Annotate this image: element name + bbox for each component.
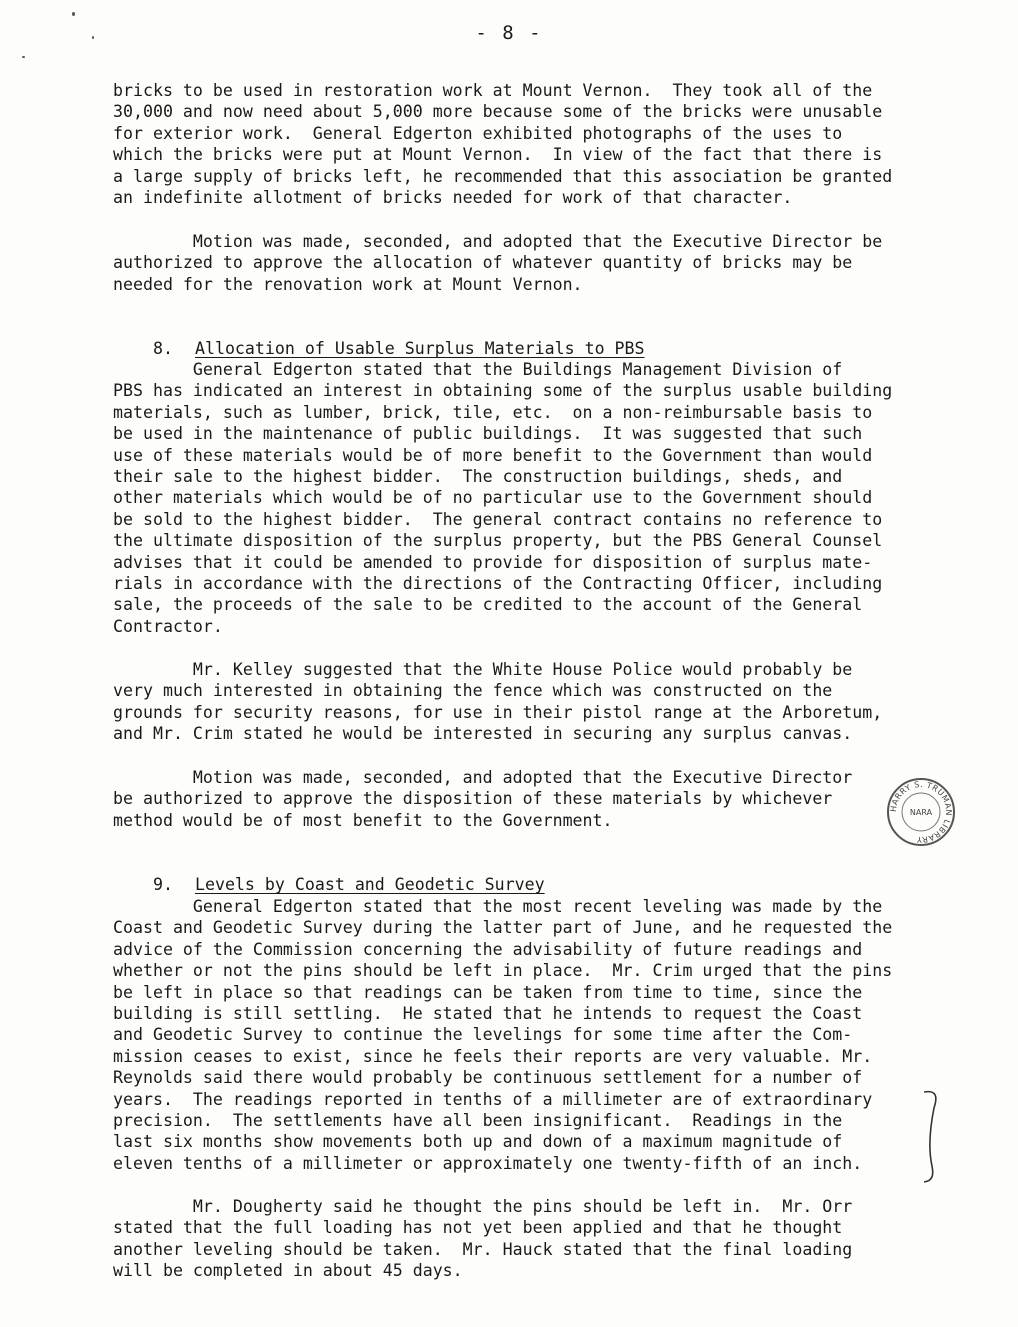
page-number: - 8 - — [475, 22, 543, 44]
section-number: 9. — [152, 875, 173, 895]
seal-text: HARRY S. TRUMAN LIBRARY — [888, 779, 954, 845]
paragraph-surplus-materials: General Edgerton stated that the Buildings Management Division of PBS has indicated an interest in obtaining some of the surplus usable building materials, such as lumber, brick, tile, etc. on a non-reimbursable basis to be used in the maintenance of public buildings. It was suggested that such use of these materials would be of more benefit to the Government than would their sale to the highest bidder. The construction buildings, sheds, and other materials which would be of no particular use to the Government should be sold to the highest bidder. The general contract contains no reference to the ultimate disposition of the surplus property, but the PBS General Counsel advises that it could be amended to provide for disposition of surplus mate- rials in accordance with the directions of the Contracting Officer, including sale, the proceeds of the sale to be credited to the account of the General Contractor. — [113, 360, 893, 636]
scan-speck — [22, 56, 25, 58]
section-title: Allocation of Usable Surplus Materials to PBS — [194, 339, 645, 359]
scan-speck — [72, 12, 75, 16]
section-title: Levels by Coast and Geodetic Survey — [194, 875, 545, 895]
scan-speck — [92, 36, 94, 39]
section-number: 8. — [152, 339, 173, 359]
paragraph-white-house-police: Mr. Kelley suggested that the White House Police would probably be very much interested in obtaining the fence which was constructed on the grounds for security reasons, for use in their pistol range at the Arboretum, and Mr. Crim stated he would be interested in securing any surplus canvas. — [113, 660, 883, 744]
library-seal-stamp — [885, 776, 957, 848]
paragraph-motion-bricks: Motion was made, seconded, and adopted that the Executive Director be authorized to approve the allocation of whatever quantity of bricks may be needed for the renovation work at Mount Vernon. — [113, 232, 883, 294]
seal-center-text: NARA — [909, 808, 933, 817]
margin-bracket-mark — [922, 1088, 944, 1184]
paragraph-leveling: General Edgerton stated that the most recent leveling was made by the Coast and Geodetic Survey during the latter part of June, and he requested the advice of the Commission concerning the advisability of future readings and whether or not the pins should be left in place. Mr. Crim urged that the pins be left in place so that readings can be taken from time to time, since the building is still settling. He stated that he intends to request the Coast and Geodetic Survey to continue the levelings for some time after the Com- mission ceases to exist, since he feels their reports are very valuable. Mr. Reynolds said there would probably be continuous settlement for a number of years. The readings reported in tenths of a millimeter are of extraordinary precision. The settlements have all been insignificant. Readings in the last six months show movements both up and down of a maximum magnitude of eleven tenths of a millimeter or approximately one twenty-fifth of an inch. — [113, 897, 893, 1173]
paragraph-motion-disposition: Motion was made, seconded, and adopted that the Executive Director be authorized to approve the disposition of these materials by whichever method would be of most benefit to the Government. — [113, 768, 853, 830]
paragraph-pins-left-in: Mr. Dougherty said he thought the pins should be left in. Mr. Orr stated that the full loading has not yet been applied and that he thought another leveling should be taken. Mr. Hauck stated that the final loading will be completed in about 45 days. — [113, 1197, 853, 1281]
paragraph-bricks-mount-vernon: bricks to be used in restoration work at Mount Vernon. They took all of the 30,000 and now need about 5,000 more because some of the bricks were unusable for exterior work. General Edgerton exhibited photographs of the uses to which the bricks were put at Mount Vernon. In view of the fact that there is a large supply of bricks left, he recommended that this association be granted an indefinite allotment of bricks needed for work of that character. — [113, 81, 893, 208]
